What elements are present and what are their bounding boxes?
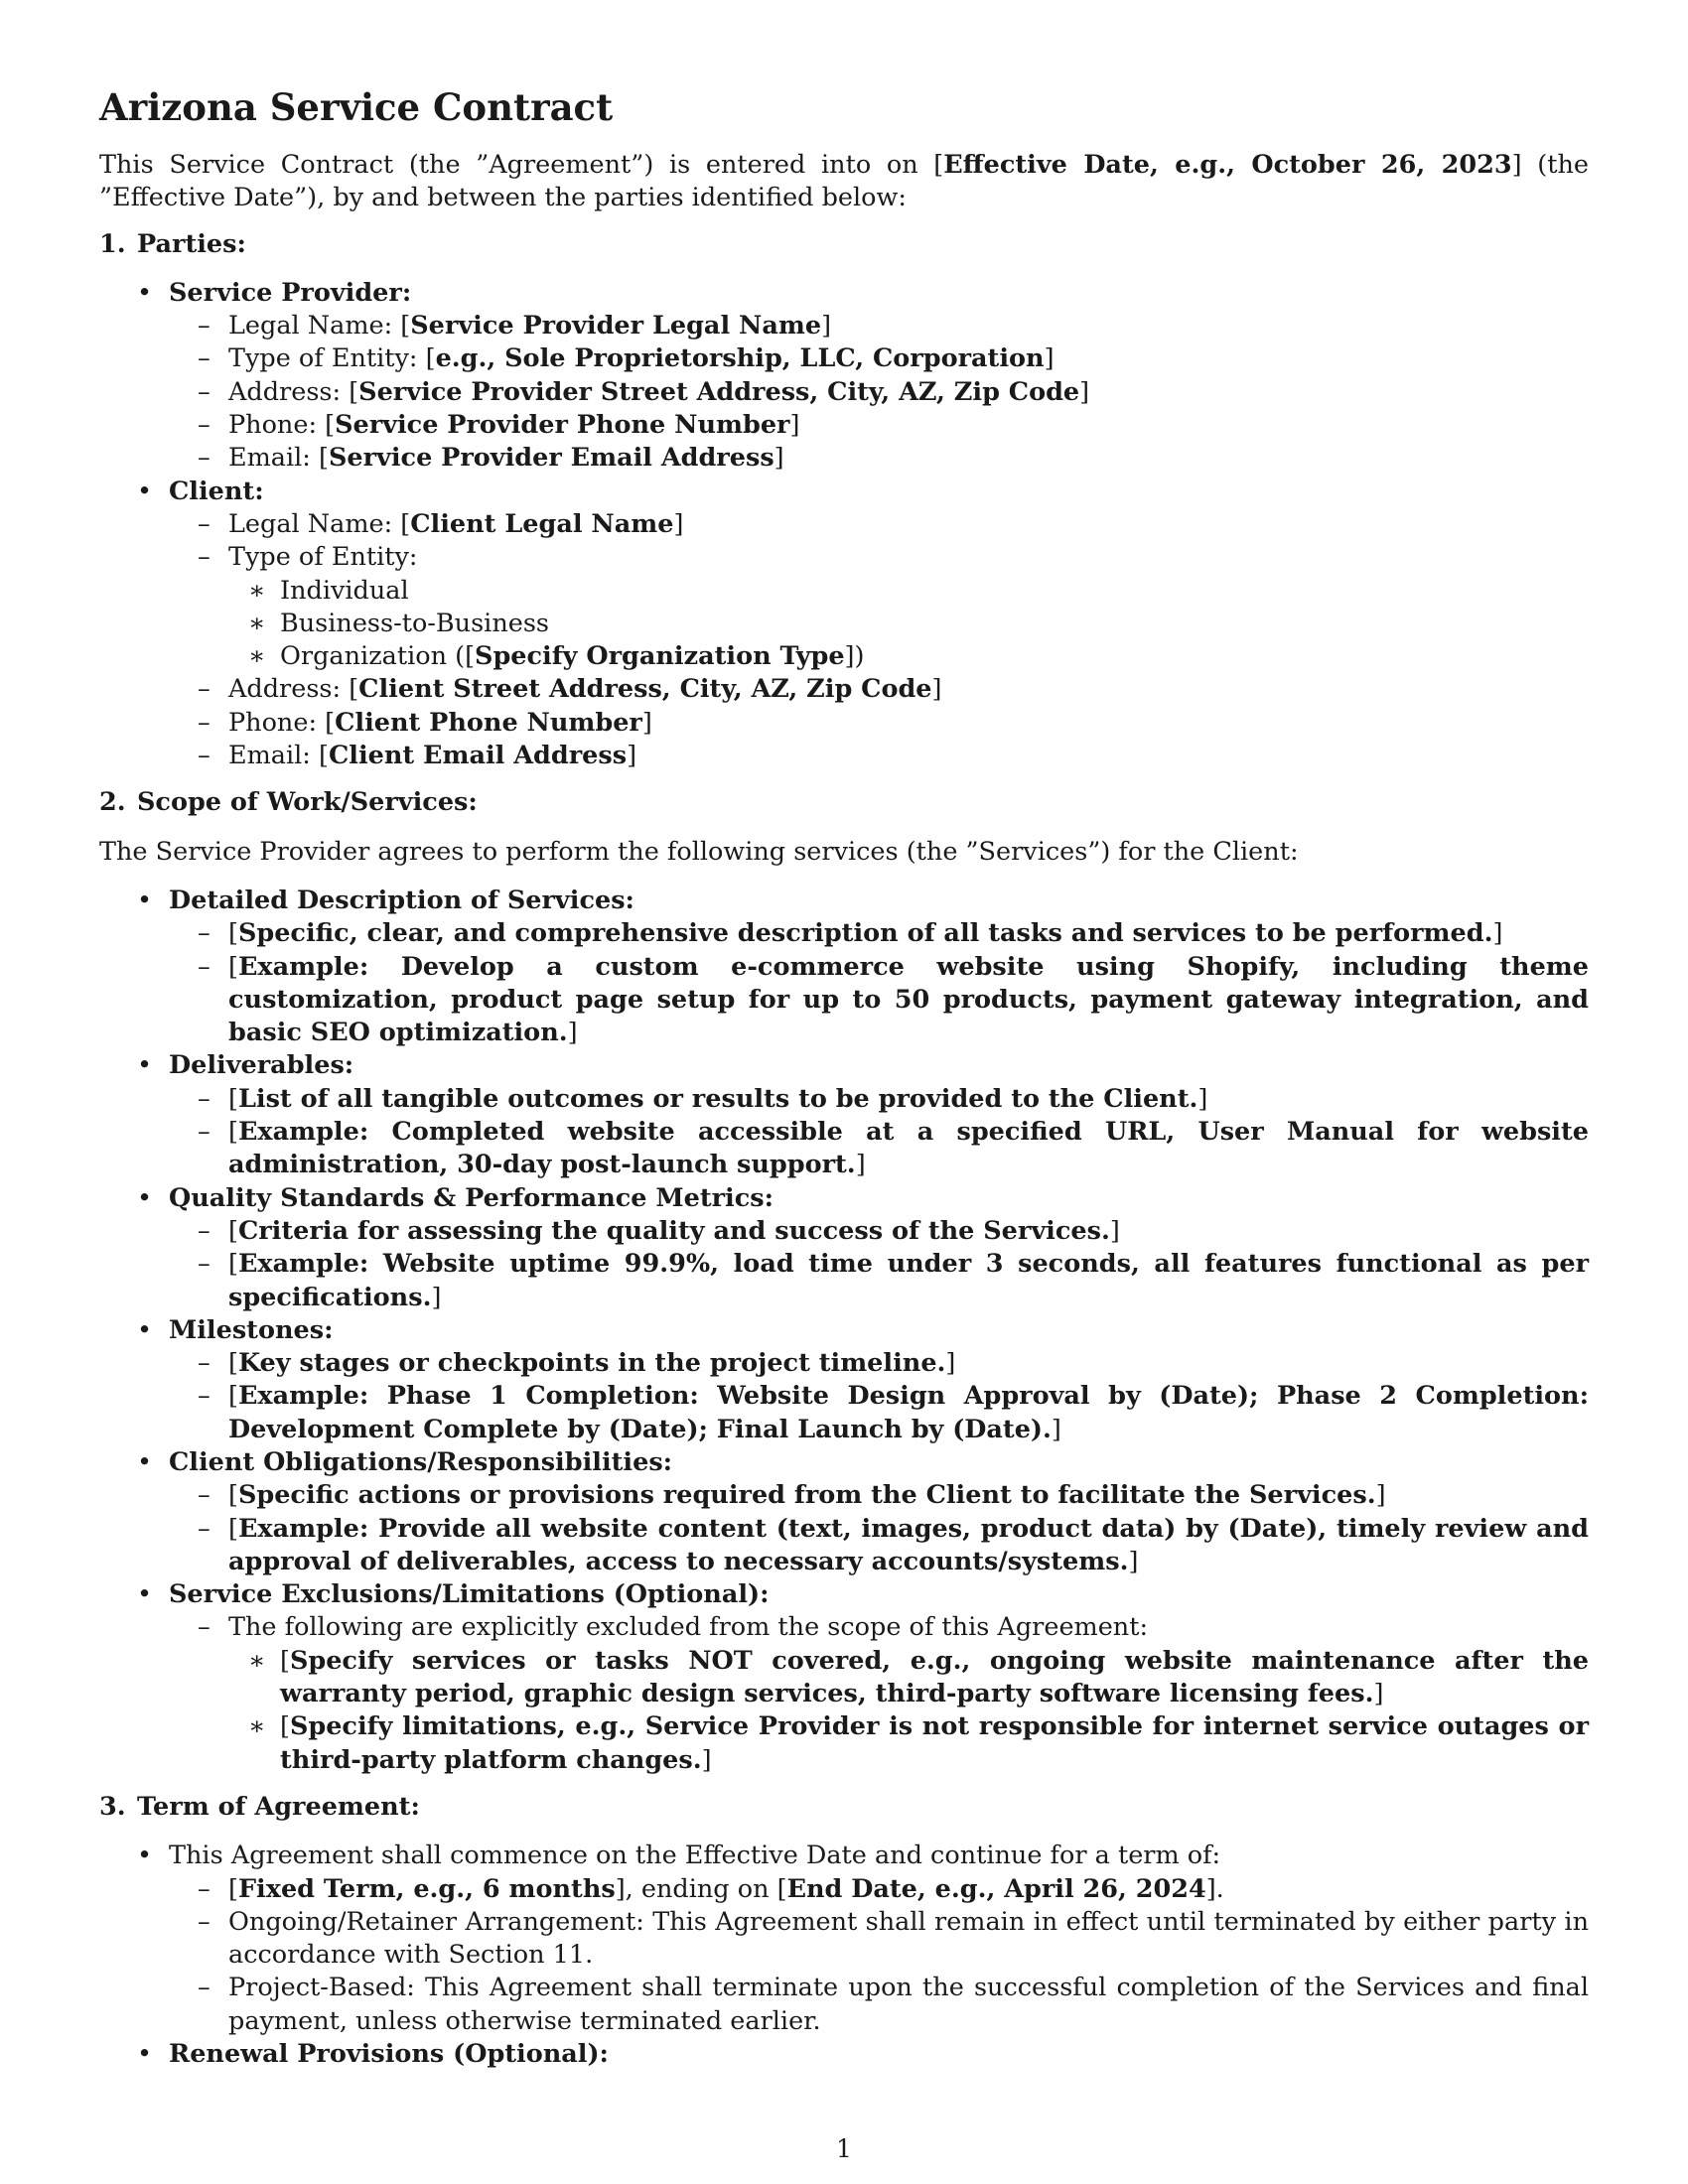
intro-text-start: This Service Contract (the ”Agreement”) is entered into on [ xyxy=(99,150,944,180)
bracket: ] xyxy=(431,1282,442,1312)
term-commence-item xyxy=(99,1840,1589,2038)
scope-item-heading: Detailed Description of Services: xyxy=(169,885,634,915)
scope-item-heading: Milestones: xyxy=(169,1314,334,1345)
scope-subitems xyxy=(169,1347,1589,1446)
placeholder-text: Specific actions or provisions required from the Client to facilitate the Services. xyxy=(237,1480,1376,1511)
list-item xyxy=(169,342,1589,375)
bracket: [ xyxy=(228,951,238,982)
field-label: Legal Name: [ xyxy=(228,311,411,341)
list-item xyxy=(169,1873,1589,1906)
document-page xyxy=(99,85,1589,2085)
dash-icon: – xyxy=(198,343,211,374)
scope-item-exclusions xyxy=(99,1578,1589,1777)
bullet-icon: • xyxy=(137,277,153,308)
provider-legal-name-placeholder: Service Provider Legal Name xyxy=(410,311,822,341)
scope-item-description xyxy=(99,885,1589,1049)
scope-subitems xyxy=(169,1083,1589,1182)
bracket: ] xyxy=(774,443,784,474)
placeholder-text: Key stages or checkpoints in the project timeline. xyxy=(237,1348,946,1379)
dash-icon: – xyxy=(198,674,211,705)
bracket: [ xyxy=(228,1480,238,1511)
dash-icon: – xyxy=(198,1215,211,1246)
field-label: Phone: [ xyxy=(228,707,336,738)
provider-entity-placeholder: e.g., Sole Proprietorship, LLC, Corporation xyxy=(435,343,1045,374)
client-heading: Client: xyxy=(169,476,264,506)
list-item xyxy=(169,1248,1589,1314)
list-item xyxy=(228,1710,1589,1777)
example-text: Example: Completed website accessible at a specified URL, User Manual for website administration, 30-day post-launch support. xyxy=(228,1117,1589,1180)
term-text: ], ending on [ xyxy=(615,1873,787,1904)
example-text: Example: Provide all website content (text, images, product data) by (Date), timely review and approval of deliverables, access to necessary accounts/systems. xyxy=(228,1513,1589,1576)
document-title: Arizona Service Contract xyxy=(99,85,614,129)
list-item xyxy=(169,442,1589,475)
section-title: Parties: xyxy=(137,228,246,259)
dash-icon: – xyxy=(198,1513,211,1544)
list-item xyxy=(169,541,1589,673)
bracket: ] xyxy=(1373,1679,1384,1709)
fixed-term-placeholder: Fixed Term, e.g., 6 months xyxy=(237,1873,616,1904)
dash-icon: – xyxy=(198,1249,211,1280)
scope-item-heading: Deliverables: xyxy=(169,1050,354,1081)
parties-list xyxy=(99,277,1589,772)
list-item xyxy=(169,1215,1589,1248)
dash-icon: – xyxy=(198,1612,211,1643)
dash-icon: – xyxy=(198,508,211,539)
section-number: 3. xyxy=(99,1791,126,1822)
bullet-icon: • xyxy=(137,1841,153,1871)
list-item xyxy=(228,575,1589,608)
asterisk-icon: ∗ xyxy=(248,1711,266,1742)
list-item xyxy=(228,608,1589,640)
scope-subitems xyxy=(169,1479,1589,1578)
bracket: ] xyxy=(945,1348,956,1379)
scope-list xyxy=(99,885,1589,1777)
dash-icon: – xyxy=(198,410,211,441)
bracket: ] xyxy=(1079,376,1090,407)
service-provider-item xyxy=(99,277,1589,476)
entity-option: Individual xyxy=(280,575,409,606)
scope-lead-paragraph: The Service Provider agrees to perform the following services (the ”Services”) for the Client: xyxy=(99,836,1299,867)
field-label: Email: [ xyxy=(228,741,329,771)
service-provider-heading: Service Provider: xyxy=(169,277,412,308)
list-item xyxy=(169,1513,1589,1579)
dash-icon: – xyxy=(198,542,211,573)
bracket: [ xyxy=(228,1513,238,1544)
list-item xyxy=(169,1611,1589,1776)
bracket: ] xyxy=(1044,343,1055,374)
bracket: ] xyxy=(673,508,684,539)
bracket: [ xyxy=(228,1117,238,1148)
dash-icon: – xyxy=(198,376,211,407)
intro-paragraph xyxy=(99,149,1589,215)
bracket: ] xyxy=(641,707,652,738)
entity-option: Business-to-Business xyxy=(280,608,550,638)
bullet-icon: • xyxy=(137,1050,153,1081)
asterisk-icon: ∗ xyxy=(248,1645,266,1676)
client-item xyxy=(99,476,1589,773)
example-text: Example: Phase 1 Completion: Website Design Approval by (Date); Phase 2 Completion: Development Complete by (Date); Final Launch by (Date). xyxy=(228,1381,1589,1444)
service-provider-details xyxy=(169,310,1589,475)
scope-item-heading: Client Obligations/Responsibilities: xyxy=(169,1446,673,1477)
bracket: ] xyxy=(1197,1083,1208,1114)
client-legal-name-placeholder: Client Legal Name xyxy=(410,508,674,539)
section-2-heading xyxy=(99,786,1589,819)
entity-type-options xyxy=(228,575,1589,674)
asterisk-icon: ∗ xyxy=(248,641,266,672)
entity-option: Organization ([ xyxy=(280,641,476,672)
asterisk-icon: ∗ xyxy=(248,575,266,606)
bracket: [ xyxy=(228,1381,238,1412)
organization-type-placeholder: Specify Organization Type xyxy=(475,641,845,672)
bullet-icon: • xyxy=(137,1446,153,1477)
list-item xyxy=(169,1906,1589,1973)
example-text: Example: Website uptime 99.9%, load time under 3 seconds, all features functional as per specifications. xyxy=(228,1249,1589,1312)
list-item xyxy=(169,1083,1589,1116)
bracket: ] xyxy=(855,1150,866,1180)
list-item xyxy=(228,1645,1589,1711)
field-label: Type of Entity: xyxy=(228,542,418,573)
bracket: ] xyxy=(567,1018,578,1048)
dash-icon: – xyxy=(198,1117,211,1148)
list-item xyxy=(169,376,1589,409)
field-label: Address: [ xyxy=(228,674,359,705)
list-item xyxy=(169,1479,1589,1512)
list-item xyxy=(228,640,1589,673)
bullet-icon: • xyxy=(137,476,153,506)
intro-text-end: ] (the ”Effective Date”), by and between the parties identified below: xyxy=(99,150,1589,213)
bracket: ] xyxy=(1492,918,1503,949)
bracket: [ xyxy=(228,918,238,949)
bracket: ]) xyxy=(844,641,865,672)
bullet-icon: • xyxy=(137,1182,153,1213)
bracket: ] xyxy=(701,1744,712,1775)
exclusions-lead: The following are explicitly excluded from the scope of this Agreement: xyxy=(228,1612,1149,1643)
placeholder-text: List of all tangible outcomes or results to be provided to the Client. xyxy=(237,1083,1198,1114)
effective-date-placeholder: Effective Date, e.g., October 26, 2023 xyxy=(943,150,1512,180)
list-item xyxy=(169,1347,1589,1380)
bracket: ]. xyxy=(1205,1873,1224,1904)
bullet-icon: • xyxy=(137,2039,153,2070)
page-number: 1 xyxy=(836,2134,852,2163)
list-item xyxy=(169,951,1589,1050)
scope-subitems xyxy=(169,1215,1589,1314)
bracket: ] xyxy=(1051,1414,1061,1444)
scope-subitems xyxy=(169,917,1589,1049)
placeholder-text: Specify limitations, e.g., Service Provider is not responsible for internet service outages or third-party platform changes. xyxy=(280,1711,1589,1775)
exclusions-list xyxy=(228,1645,1589,1777)
list-item xyxy=(169,409,1589,442)
bracket: ] xyxy=(1109,1215,1120,1246)
bracket: [ xyxy=(228,1083,238,1114)
field-label: Type of Entity: [ xyxy=(228,343,436,374)
dash-icon: – xyxy=(198,1906,211,1937)
project-term-text: Project-Based: This Agreement shall terminate upon the successful completion of the Services and final payment, unless otherwise terminated earlier. xyxy=(228,1973,1589,2036)
list-item xyxy=(169,310,1589,342)
field-label: Email: [ xyxy=(228,443,329,474)
dash-icon: – xyxy=(198,1083,211,1114)
bracket: ] xyxy=(1128,1546,1139,1576)
list-item xyxy=(169,1116,1589,1182)
bracket: ] xyxy=(789,410,800,441)
dash-icon: – xyxy=(198,1348,211,1379)
client-address-placeholder: Client Street Address, City, AZ, Zip Code xyxy=(358,674,932,705)
field-label: Address: [ xyxy=(228,376,359,407)
renewal-item xyxy=(99,2038,1589,2071)
provider-email-placeholder: Service Provider Email Address xyxy=(328,443,774,474)
placeholder-text: Specify services or tasks NOT covered, e.g., ongoing website maintenance after the warranty period, graphic design services, third-party software licensing fees. xyxy=(280,1645,1589,1709)
client-email-placeholder: Client Email Address xyxy=(328,741,628,771)
bullet-icon: • xyxy=(137,1579,153,1610)
bracket: [ xyxy=(280,1711,290,1742)
placeholder-text: Specific, clear, and comprehensive description of all tasks and services to be performed. xyxy=(237,918,1493,949)
bracket: [ xyxy=(228,1348,238,1379)
scope-item-quality xyxy=(99,1182,1589,1314)
section-number: 1. xyxy=(99,228,126,259)
end-date-placeholder: End Date, e.g., April 26, 2024 xyxy=(786,1873,1206,1904)
bracket: [ xyxy=(228,1215,238,1246)
section-title: Term of Agreement: xyxy=(137,1791,420,1822)
bracket: [ xyxy=(280,1645,290,1676)
dash-icon: – xyxy=(198,1480,211,1511)
list-item xyxy=(169,673,1589,706)
bracket: [ xyxy=(228,1249,238,1280)
list-item xyxy=(169,707,1589,740)
dash-icon: – xyxy=(198,741,211,771)
dash-icon: – xyxy=(198,951,211,982)
term-list xyxy=(99,1840,1589,2071)
dash-icon: – xyxy=(198,311,211,341)
list-item xyxy=(169,1972,1589,2038)
list-item xyxy=(169,508,1589,541)
scope-item-milestones xyxy=(99,1314,1589,1446)
example-text: Example: Develop a custom e-commerce website using Shopify, including theme customization, product page setup for up to 50 products, payment gateway integration, and basic SEO optimization. xyxy=(228,951,1589,1048)
asterisk-icon: ∗ xyxy=(248,608,266,638)
section-3-heading xyxy=(99,1791,1589,1824)
field-label: Legal Name: [ xyxy=(228,508,411,539)
placeholder-text: Criteria for assessing the quality and success of the Services. xyxy=(237,1215,1110,1246)
bracket: ] xyxy=(1375,1480,1386,1511)
section-title: Scope of Work/Services: xyxy=(137,787,478,818)
list-item xyxy=(169,740,1589,772)
dash-icon: – xyxy=(198,918,211,949)
bracket: ] xyxy=(821,311,832,341)
list-item xyxy=(169,917,1589,950)
provider-address-placeholder: Service Provider Street Address, City, AZ, Zip Code xyxy=(358,376,1080,407)
dash-icon: – xyxy=(198,443,211,474)
term-options xyxy=(169,1873,1589,2038)
provider-phone-placeholder: Service Provider Phone Number xyxy=(335,410,790,441)
client-details xyxy=(169,508,1589,772)
bullet-icon: • xyxy=(137,1314,153,1345)
bracket: ] xyxy=(627,741,637,771)
section-number: 2. xyxy=(99,787,126,818)
scope-item-heading: Quality Standards & Performance Metrics: xyxy=(169,1182,774,1213)
dash-icon: – xyxy=(198,1873,211,1904)
scope-subitems xyxy=(169,1611,1589,1776)
client-phone-placeholder: Client Phone Number xyxy=(335,707,642,738)
dash-icon: – xyxy=(198,1973,211,2003)
scope-item-heading: Service Exclusions/Limitations (Optional): xyxy=(169,1579,770,1610)
dash-icon: – xyxy=(198,1381,211,1412)
term-commence-text: This Agreement shall commence on the Effective Date and continue for a term of: xyxy=(169,1841,1221,1871)
bullet-icon: • xyxy=(137,885,153,915)
section-1-heading xyxy=(99,228,1589,261)
scope-item-deliverables xyxy=(99,1049,1589,1181)
scope-item-obligations xyxy=(99,1446,1589,1578)
list-item xyxy=(169,1380,1589,1446)
ongoing-term-text: Ongoing/Retainer Arrangement: This Agreement shall remain in effect until terminated by either party in accordance with Section 11. xyxy=(228,1906,1589,1971)
dash-icon: – xyxy=(198,707,211,738)
bracket: [ xyxy=(228,1873,238,1904)
field-label: Phone: [ xyxy=(228,410,336,441)
renewal-heading: Renewal Provisions (Optional): xyxy=(169,2039,609,2070)
bracket: ] xyxy=(931,674,942,705)
